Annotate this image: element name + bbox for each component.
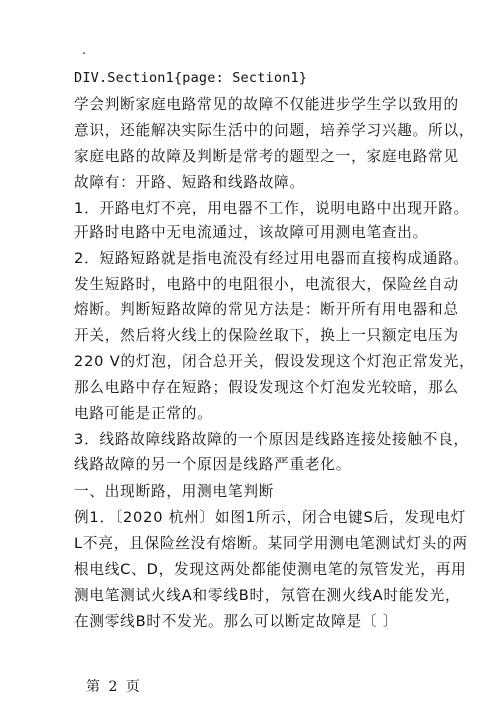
- page-dot: .: [82, 43, 86, 57]
- text-line-4: 故障有：开路、短路和线路故障。: [74, 174, 305, 191]
- page-number: 第 2 页: [86, 679, 142, 695]
- text-line-18: L不亮，且保险丝没有熔断。某同学用测电笔测试灯头的两: [74, 535, 468, 552]
- text-line-12: 那么电路中存在短路；假设发现这个灯泡发光较暗，那么: [74, 379, 459, 396]
- text-line-19: 根电线C、D，发现这两处都能使测电笔的氖管发光，再用: [74, 561, 467, 578]
- text-line-6: 开路时电路中无电流通过，该故障可用测电笔查出。: [74, 224, 429, 241]
- text-line-13: 电路可能是正常的。: [74, 405, 213, 422]
- text-line-20: 测电笔测试火线A和零线B时，氖管在测火线A时能发光，: [74, 587, 461, 604]
- text-line-16: 一、出现断路，用测电笔判断: [74, 483, 275, 500]
- text-line-9: 熔断。判断短路故障的常见方法是：断开所有用电器和总: [74, 301, 459, 318]
- text-line-15: 线路故障的另一个原因是线路严重老化。: [74, 456, 352, 473]
- text-line-10: 开关，然后将火线上的保险丝取下，换上一只额定电压为: [74, 327, 459, 344]
- text-line-3: 家庭电路的故障及判断是常考的题型之一，家庭电路常见: [74, 148, 459, 165]
- text-line-11: 220 V的灯泡，闭合总开关，假设发现这个灯泡正常发光，: [74, 353, 475, 370]
- text-line-5: 1．开路电灯不亮，用电器不工作，说明电路中出现开路。: [74, 200, 469, 217]
- text-line-17: 例1．〔2020 杭州〕如图1所示，闭合电键S后，发现电灯: [74, 509, 466, 526]
- text-line-8: 发生短路时，电路中的电阻很小，电流很大，保险丝自动: [74, 276, 459, 293]
- section-header: DIV.Section1{page: Section1}: [74, 70, 308, 86]
- text-line-14: 3．线路故障线路故障的一个原因是线路连接处接触不良，: [74, 431, 469, 448]
- text-line-1: 学会判断家庭电路常见的故障不仅能进步学生学以致用的: [74, 96, 459, 113]
- text-line-21: 在测零线B时不发光。那么可以断定故障是〔 〕: [74, 613, 399, 630]
- text-line-2: 意识，还能解决实际生活中的问题，培养学习兴趣。所以，: [74, 122, 475, 139]
- text-line-7: 2．短路短路就是指电流没有经过用电器而直接构成通路。: [74, 250, 469, 267]
